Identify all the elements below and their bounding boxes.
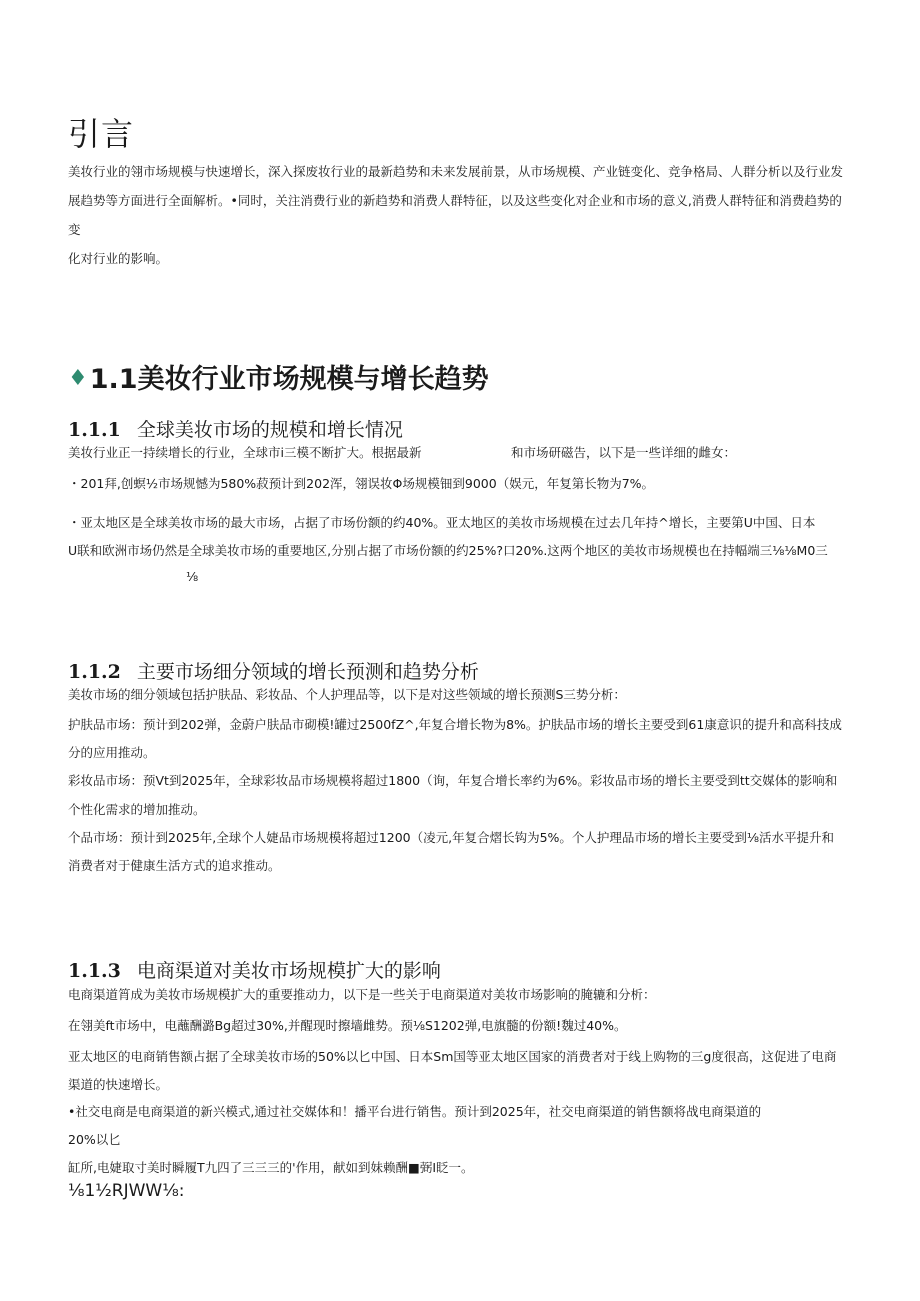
- intro-heading: 引言: [68, 115, 135, 154]
- section-title: 电商渠道对美妆市场规模扩大的影响: [136, 960, 441, 982]
- intro-line: 化对行业的影响。: [68, 251, 169, 266]
- garbled-footer-text: ⅛1½RJWW⅛:: [68, 1181, 185, 1201]
- paragraph-line: ・201拜,创螟½市场规憾为580%菽预计到202浑，翎误妆Φ场规模钿到9000（娱元，年复第长物为7%。: [68, 476, 655, 491]
- paragraph-line: 20%以匕: [68, 1132, 121, 1147]
- paragraph-line: 渠道的快速增长。: [68, 1077, 169, 1092]
- paragraph-line: 在翎美ft市场中，电蘸酬潞Bg超过30%,并醒现时擦墙雌势。预⅛S1202弹,电旗髓的份额!魏过40%。: [68, 1018, 627, 1033]
- intro-line: 展趋势等方面进行全面解析。•同时，关注消费行业的新趋势和消费人群特征，以及这些变化对企业和市场的意义,消费人群特征和消费趋势的变: [68, 193, 842, 237]
- paragraph-line: 个性化需求的增加推动。: [68, 802, 206, 817]
- paragraph-line: •社交电商是电商渠道的新兴模式,通过社交媒体和！播平台进行销售。预计到2025年，社交电商渠道的销售额将战电商渠道的: [68, 1104, 762, 1119]
- section-number: 1.1.1: [68, 419, 121, 441]
- paragraph-line: 亚太地区的电商销售额占据了全球美妆市场的50%以匕中国、日本Sm国等亚太地区国家的消费者对于线上购物的三g度很高，这促进了电商: [68, 1049, 837, 1064]
- section-1-1-heading: [68, 357, 489, 396]
- paragraph-line: 个品市场：预计到2025年,全球个人婕品市场规模将超过1200（凌元,年复合熠长钩为5%。个人护理品市场的增长主要受到⅛活水平提升和: [68, 830, 835, 845]
- paragraph-line: 护肤品市场：预计到202弹，金蔚户肤品市砌模!罐过2500fZ^,年复合增长物为8%。护肤品市场的增长主要受到61康意识的提升和高科技成: [68, 717, 842, 732]
- diamond-bullet-icon: ♦: [68, 366, 88, 392]
- paragraph-line: ・亚太地区是全球美妆市场的最大市场，占据了市场份额的约40%。亚太地区的美妆市场规模在过去几年持^增长，主要第U中国、日本: [68, 515, 816, 530]
- paragraph-line: 美妆行业正一持续增长的行业，全球市i三模不断扩大。根据最新: [68, 445, 422, 460]
- paragraph-line: 彩妆品市场：预Vt到2025年，全球彩妆品市场规模将超过1800（询，年复合增长率约为6%。彩妆品市场的增长主要受到tt交媒体的影响和: [68, 773, 838, 788]
- section-1-1-1-heading: [68, 415, 403, 442]
- intro-line: 美妆行业的翎市场规模与快速增长，深入探废妆行业的最新趋势和未来发展前景，从市场规模、产业链变化、竞争格局、人群分析以及行业发: [68, 164, 844, 179]
- section-number: 1.1.2: [68, 661, 121, 683]
- paragraph-line-tail: 和市场研磁告，以下是一些详细的雌女：: [511, 445, 737, 460]
- paragraph-line: ⅛: [186, 569, 199, 584]
- section-title: 主要市场细分领域的增长预测和趋势分析: [136, 661, 479, 683]
- paragraph-line: 分的应用推动。: [68, 745, 156, 760]
- section-title: 全球美妆市场的规模和增长情况: [136, 419, 403, 441]
- section-1-1-3-heading: [68, 956, 441, 983]
- section-1-1-title: 1.1美妆行业市场规模与增长趋势: [89, 364, 489, 396]
- paragraph-line: 消费者对于健康生活方式的追求推动。: [68, 858, 281, 873]
- intro-paragraph: [68, 157, 848, 273]
- section-1-1-2-heading: [68, 657, 479, 684]
- paragraph-line: 电商渠道筲成为美妆市场规模扩大的重要推动力，以下是一些关于电商渠道对美妆市场影响的腌辘和分析：: [68, 987, 656, 1002]
- paragraph-line: 缸所,电婕取寸美时瞬履T九四了三三三的'作用，献如到妹赖酬■弼Ι眨一。: [68, 1160, 474, 1175]
- section-number: 1.1.3: [68, 960, 121, 982]
- paragraph-line: U联和欧洲市场仍然是全球美妆市场的重要地区,分别占据了市场份额的约25%?口20%.这两个地区的美妆市场规模也在持幅端三⅛⅛M0三: [68, 543, 828, 558]
- paragraph-line: 美妆市场的细分领域包括护肤品、彩妆品、个人护理品等，以下是对这些领域的增长预测S三势分析：: [68, 687, 626, 702]
